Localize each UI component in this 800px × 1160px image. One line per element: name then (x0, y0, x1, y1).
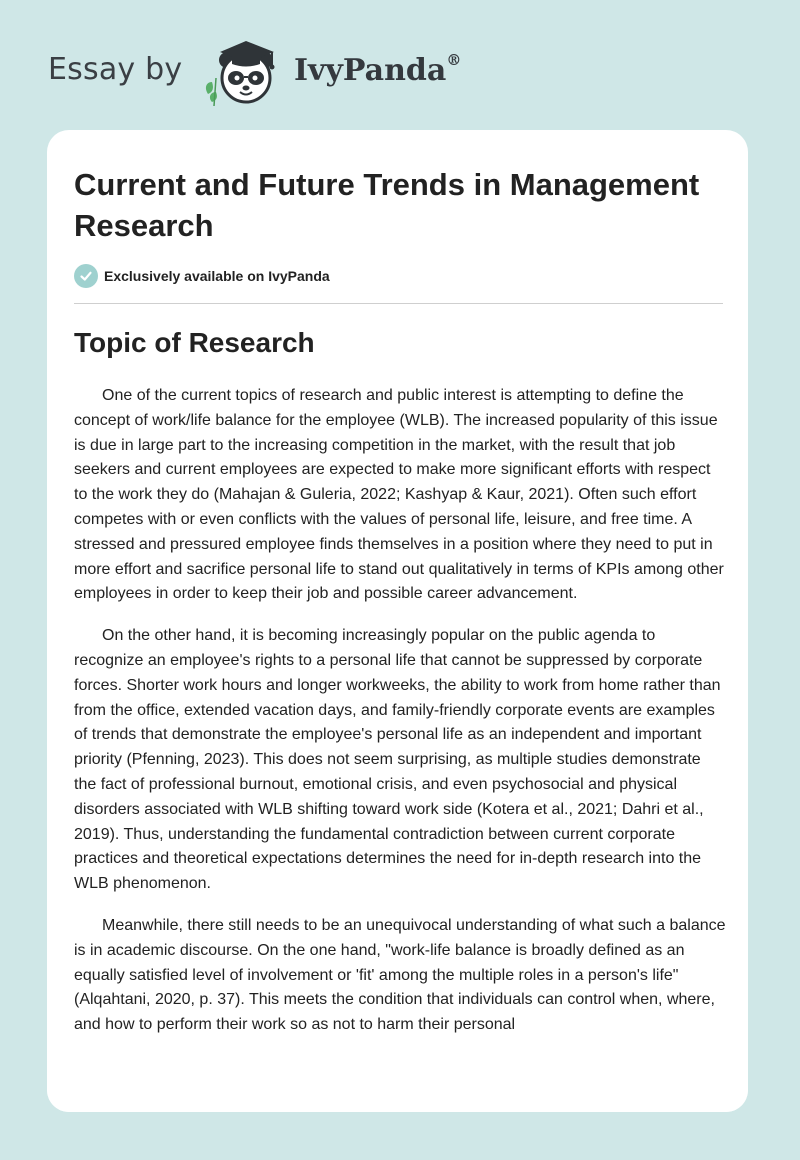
page-title: Current and Future Trends in Management Research (74, 167, 700, 243)
registered-mark: ® (446, 51, 462, 69)
panda-graduate-icon[interactable] (202, 38, 292, 108)
paragraph: Meanwhile, there still needs to be an unequivocal understanding of what such a balance is in academic discourse. On the one hand, "work-life balance is broadly defined as an equally satisfied level of involvement or 'fit' among the multiple roles in a person's life" (Alqahtani, 2020, p. 37). This meets the condition that individuals can control when, where, and how to perform their work so as not to harm their personal (74, 916, 726, 1034)
card-bottom-mask (47, 1072, 748, 1112)
check-icon (74, 264, 98, 288)
brand-name-text: IvyPanda (294, 53, 447, 88)
paragraph: On the other hand, it is becoming increasingly popular on the public agenda to recognize an employee's rights to a personal life that cannot be suppressed by corporate forces. Shorter work hours and longer workweeks, the ability to work from home rather than from the office, extended vacation days, and family-friendly corporate events are examples of trends that demonstrate the employee's personal life as an independent and important priority (Pfenning, 2023). This does not seem surprising, as multiple studies demonstrate the fact of professional burnout, emotional crisis, and even psychosocial and physical disorders associated with WLB shifting toward work side (Kotera et al., 2021; Dahri et al., 2019). Thus, understanding the fundamental contradiction between current corporate practices and theoretical expectations determines the need for in-depth research into the WLB phenomenon. (74, 627, 721, 893)
brand-prefix: Essay by (48, 52, 183, 87)
brand-header (48, 38, 508, 108)
exclusive-badge (74, 263, 330, 289)
paragraph: One of the current topics of research and public interest is attempting to define the concept of work/life balance for the employee (WLB). The increased popularity of this issue is due in large part to the increasing competition in the market, with the result that job seekers and current employees are expected to make more significant efforts with respect to the work they do (Mahajan & Guleria, 2022; Kashyap & Kaur, 2021). Often such effort competes with or even conflicts with the values of personal life, leisure, and free time. A stressed and pressured employee finds themselves in a position where they need to put in more effort and sacrifice personal life to stand out qualitatively in terms of KPIs among other employees in order to keep their job and possible career advancement. (74, 387, 724, 603)
exclusive-label: Exclusively available on IvyPanda (104, 268, 330, 284)
divider (74, 303, 723, 304)
article-card (47, 130, 748, 1112)
section-heading: Topic of Research (74, 327, 315, 358)
brand-name[interactable] (294, 53, 461, 88)
article-body (74, 384, 726, 1055)
